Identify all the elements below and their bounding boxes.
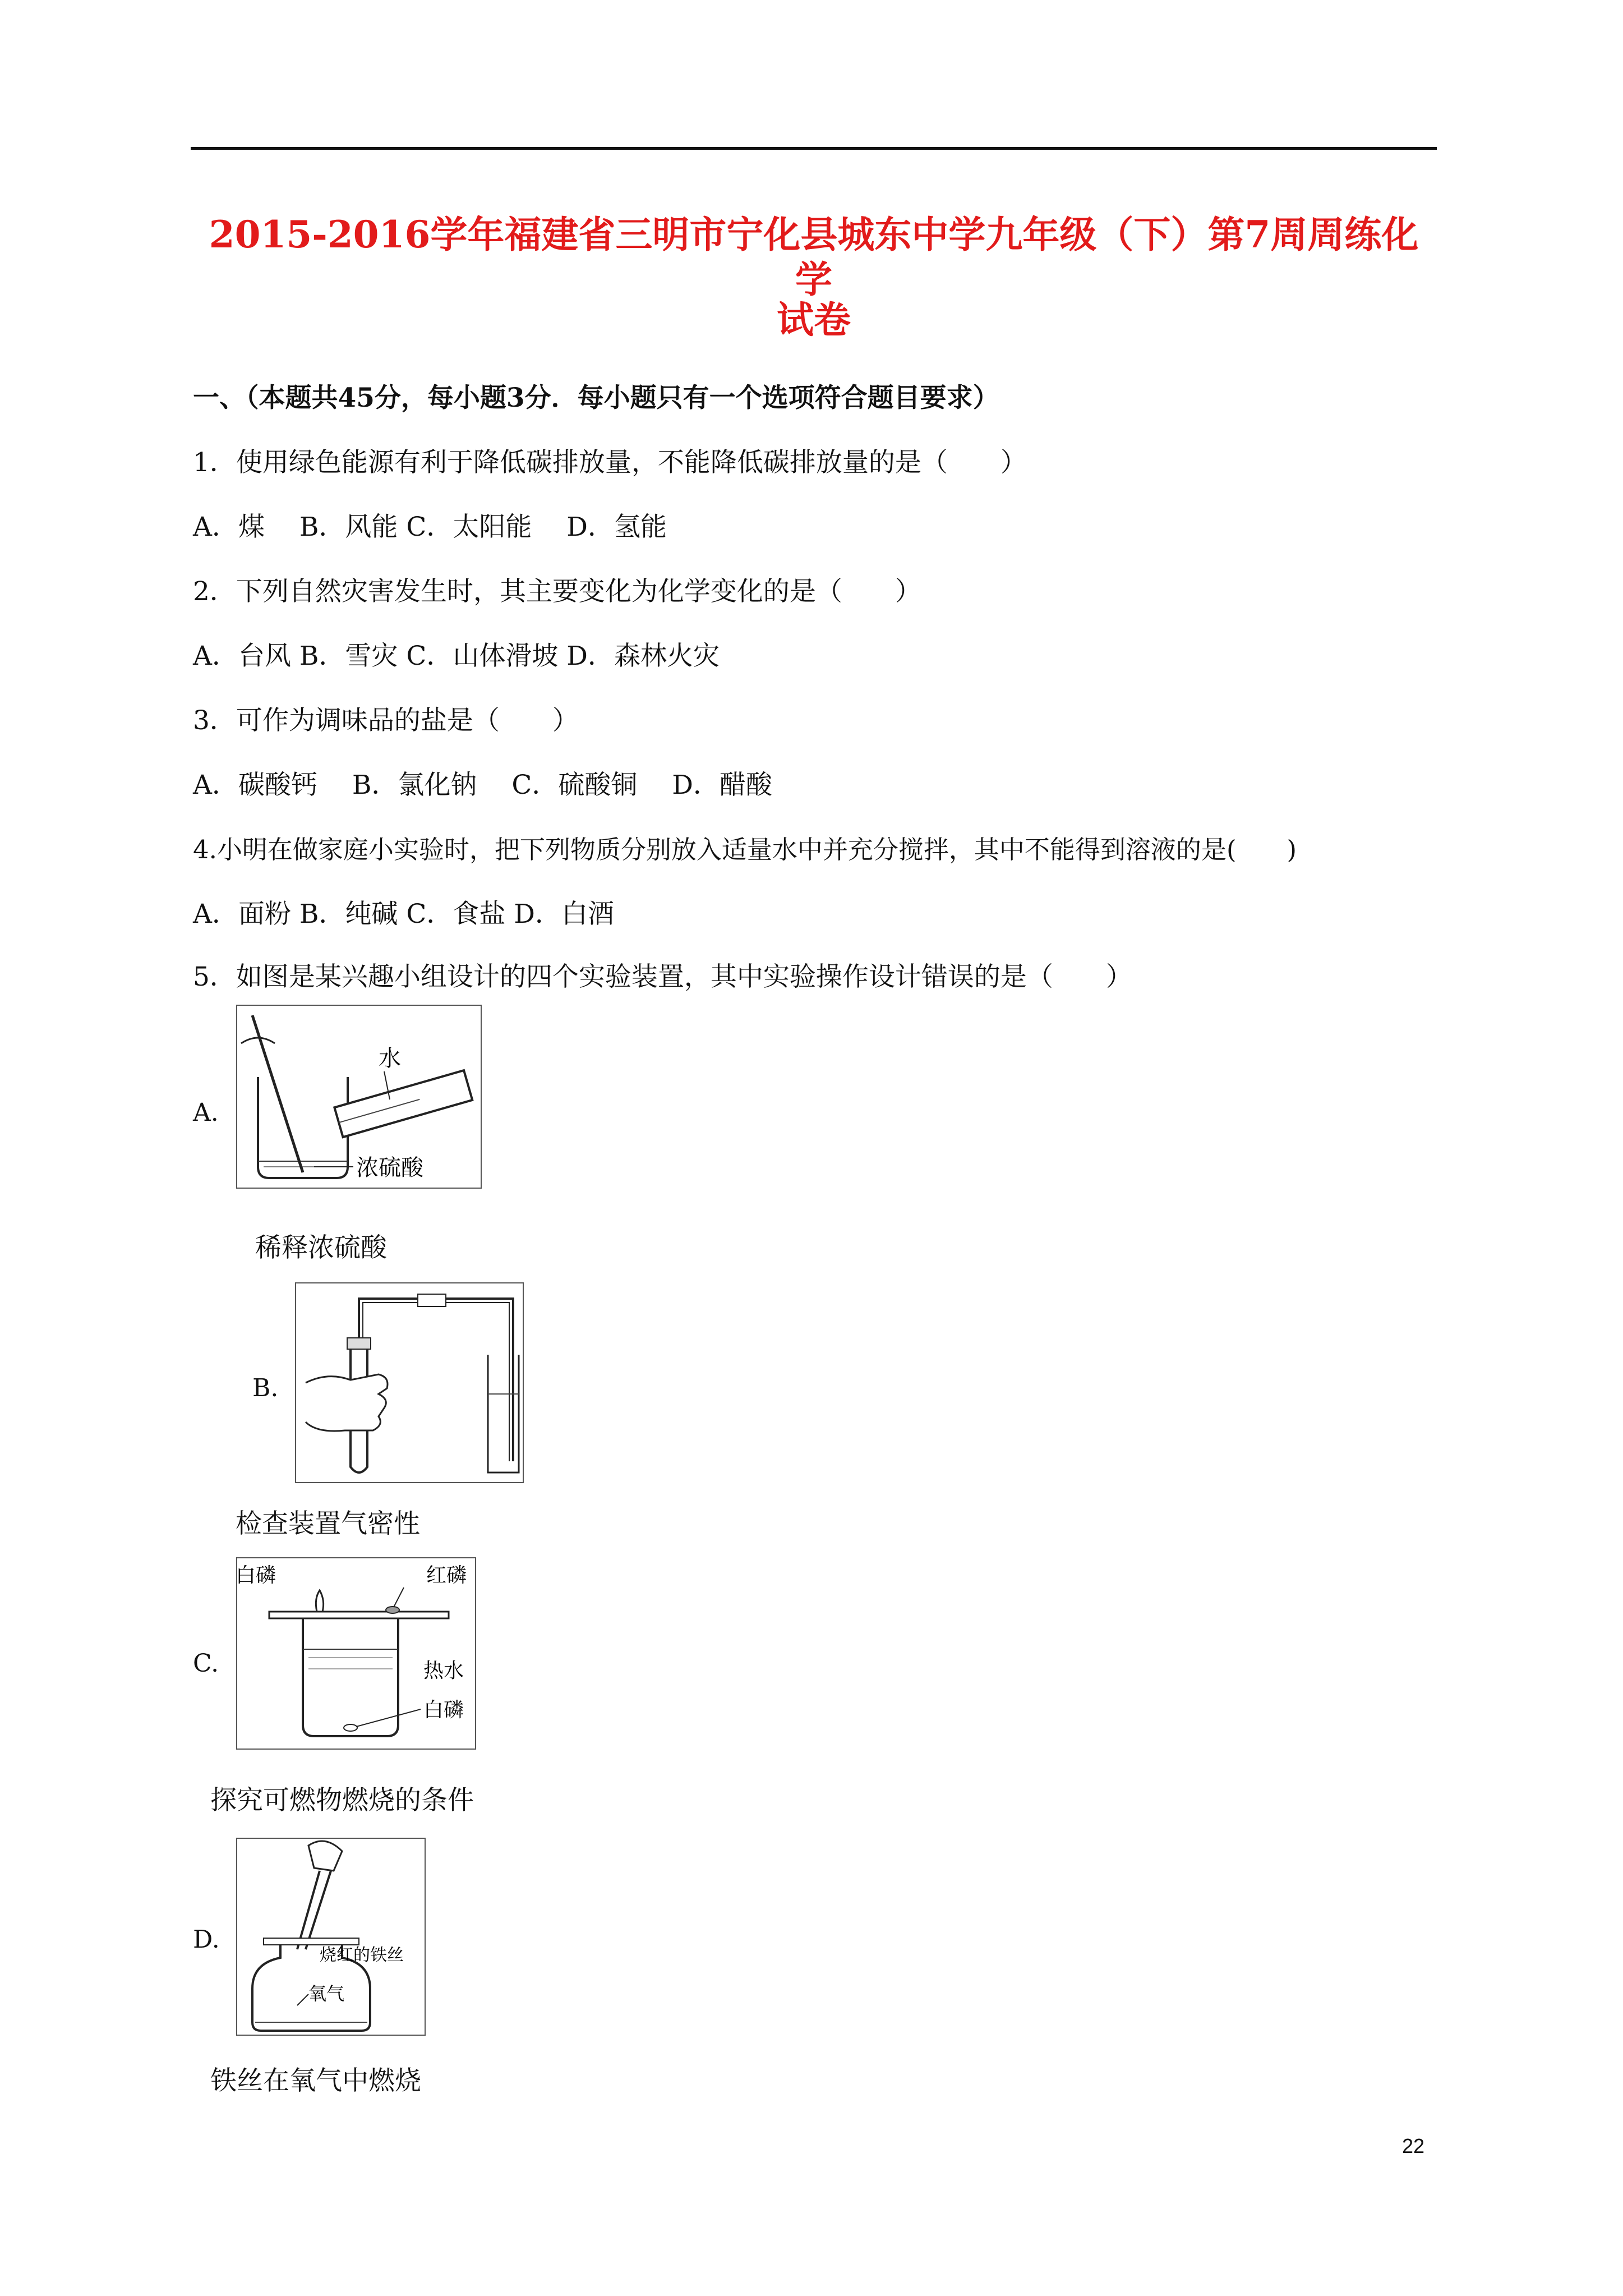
- question-1-options: A．煤 B．风能 C．太阳能 D．氢能: [193, 512, 667, 542]
- page-title-line1: 2015-2016学年福建省三明市宁化县城东中学九年级（下）第7周周练化学: [209, 213, 1419, 301]
- option-a-caption: 稀释浓硫酸: [255, 1232, 387, 1263]
- option-d-caption: 铁丝在氧气中燃烧: [210, 2065, 421, 2096]
- option-d-letter: D.: [193, 1925, 220, 1954]
- svg-text:热水: 热水: [423, 1659, 464, 1682]
- question-2: 2．下列自然灾害发生时，其主要变化为化学变化的是（ ）: [193, 576, 921, 607]
- option-b-caption: 检查装置气密性: [236, 1508, 420, 1539]
- svg-text:浓硫酸: 浓硫酸: [356, 1155, 423, 1181]
- header-rule: [191, 147, 1437, 150]
- svg-text:烧红的铁丝: 烧红的铁丝: [320, 1945, 404, 1965]
- question-4: 4.小明在做家庭小实验时，把下列物质分别放入适量水中并充分搅拌，其中不能得到溶液的是( ): [193, 835, 1297, 864]
- svg-text:白磷: 白磷: [236, 1564, 276, 1587]
- figure-airtightness-check: [294, 1282, 524, 1484]
- figure-dilute-acid: [236, 1004, 482, 1189]
- question-2-options: A．台风 B．雪灾 C．山体滑坡 D．森林火灾: [193, 641, 720, 671]
- question-3: 3．可作为调味品的盐是（ ）: [193, 705, 579, 736]
- option-b-letter: B.: [252, 1374, 279, 1402]
- option-c-caption: 探究可燃物燃烧的条件: [210, 1785, 474, 1816]
- svg-text:水: 水: [379, 1046, 401, 1071]
- question-1: 1．使用绿色能源有利于降低碳排放量，不能降低碳排放量的是（ ）: [193, 447, 1027, 478]
- question-3-options: A．碳酸钙 B．氯化钠 C．硫酸铜 D．醋酸: [193, 770, 772, 800]
- svg-text:红磷: 红磷: [426, 1564, 467, 1587]
- svg-text:白磷: 白磷: [423, 1699, 464, 1722]
- svg-text:氧气: 氧气: [308, 1983, 345, 2004]
- page-number: 22: [1402, 2134, 1425, 2157]
- section-heading: 一、（本题共45分，每小题3分．每小题只有一个选项符合题目要求）: [193, 383, 999, 413]
- option-a-letter: A.: [193, 1098, 219, 1127]
- figure-iron-wire-burning: [236, 1837, 426, 2036]
- option-c-letter: C.: [193, 1649, 219, 1678]
- page-title-line2: 试卷: [777, 298, 851, 342]
- question-4-options: A．面粉 B．纯碱 C．食盐 D．白酒: [193, 899, 614, 930]
- figure-combustion-conditions: [236, 1557, 477, 1750]
- question-5: 5．如图是某兴趣小组设计的四个实验装置，其中实验操作设计错误的是（ ）: [193, 961, 1132, 992]
